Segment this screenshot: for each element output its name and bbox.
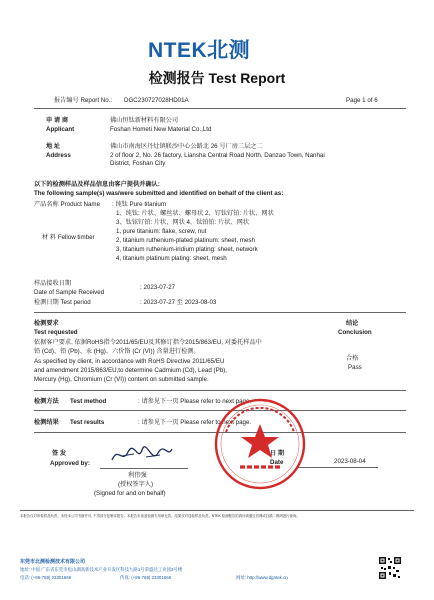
signer-role-en: (Signed for and on behalf) <box>94 490 166 497</box>
approved-label-cn: 签 发 <box>52 450 67 457</box>
sample-en-line: 2, titanium ruthenium-plated platinum: sheet, mesh <box>116 237 255 244</box>
product-name-value: : 纯钛 Pure titanium <box>112 201 166 208</box>
test-period-label: 检测日期 Test period <box>34 299 91 306</box>
address-cn: 佛山市南海区丹灶镇联沙中心公路北 26 号厂房二层之二 <box>110 143 263 150</box>
material-label: 材 料 Fellow timber <box>42 234 95 241</box>
test-req-cn-line2: 铅 (Cd)、铅 (Pb)、汞 (Hg)、六价铬 (Cr (VI)) 含量进行检测。 <box>34 348 200 355</box>
conclusion-cn: 结论 <box>346 320 359 327</box>
signer-name: 利伟强 <box>128 472 147 479</box>
address-label-en: Address <box>46 152 71 159</box>
sample-intro-en: The following sample(s) was/were submitted and identified on behalf of the client as: <box>34 190 284 197</box>
signature-line <box>100 468 188 469</box>
test-req-en-line: and amendment 2015/863/EU,to determine Cadmium (Cd), Lead (Pb), <box>34 367 227 374</box>
page-title: 检测报告 Test Report <box>148 70 286 86</box>
address-en-line2: District, Foshan City <box>110 160 166 167</box>
received-label-en: Date of Sample Received <box>34 289 105 296</box>
received-value: : 2023-07-27 <box>140 284 176 291</box>
address-label-cn: 地 址 <box>46 143 61 150</box>
divider <box>34 312 406 313</box>
report-no-value: DGC230727028HD01A <box>124 97 189 104</box>
footer-disclaimer: 本报告仅对所检样品负责。未经本公司书面许可, 不得部分复制本报告。本报告未加盖检测专用章无效。结果仅对送检样品负责。NTEK 检测报告的真伪请通过官网或扫描二维码进行查询。 <box>20 514 300 518</box>
date-label-en: Date <box>270 459 284 466</box>
signature <box>108 444 176 466</box>
footer-phone: 电话: (+86-769) 23301666 <box>20 575 72 580</box>
test-req-en-line: As specified by client, in accordance with RoHS Directive 2011/65/EU <box>34 358 225 365</box>
footer-company: 东莞市北测检测技术有限公司 <box>20 559 86 565</box>
footer-fax: 传真: (+86-769) 23301666 <box>120 575 172 580</box>
approval-date: 2023-08-04 <box>334 458 366 465</box>
conclusion-result-cn: 合格 <box>346 355 359 362</box>
test-results-value: : 请参见下一页 Please refer to next page. <box>138 419 252 426</box>
sample-cn-line: 1、纯钛: 片状、螺丝状、螺母状 2、钌钛钌铂: 片状、网状 <box>116 210 274 217</box>
qr-code-icon <box>378 556 402 580</box>
conclusion-result-en: Pass <box>348 364 362 371</box>
test-requested-en: Test requested <box>34 329 78 336</box>
sample-en-line: 4, titanium platinum plating: sheet, mesh <box>116 255 227 262</box>
test-results-label-cn: 检测结果 <box>34 419 59 426</box>
conclusion-en: Conclusion <box>338 329 372 336</box>
test-results-label-en: Test results <box>70 419 105 426</box>
divider <box>34 390 406 391</box>
sample-cn-line: 3、钛铱钌铂: 片状、网状 4、钛铂铂: 片状、网状 <box>116 219 250 226</box>
product-name-label: 产品名称 Product Name <box>34 201 101 208</box>
applicant-name-cn: 佛山恒钛新材料有限公司 <box>110 117 179 124</box>
approved-label-en: Approved by: <box>50 460 90 467</box>
test-period-value: : 2023-07-27 至 2023-08-03 <box>140 299 217 306</box>
sample-intro-cn: 以下的检测样品及样品信息由客户提供并确认: <box>34 181 160 188</box>
ntek-logo: NTEK北测 <box>148 39 251 62</box>
footer-web: 网址: http://www.dgntek.cn <box>236 575 288 580</box>
report-no-label: 报告编号 Report No.: <box>54 97 113 104</box>
test-method-label-cn: 检测方法 <box>34 398 59 405</box>
address-en-line1: 2 of floor 2, No. 26 factory, Liansha Central Road North, Danzao Town, Nanhai <box>110 152 325 159</box>
divider <box>20 510 414 511</box>
divider <box>34 108 406 109</box>
official-seal <box>212 396 308 492</box>
test-req-cn-line1: 依据客户要求, 依据RoHS指令2011/65/EU及其修订指令2015/863/EU, 对委托样品中 <box>34 339 262 346</box>
footer-address: 地址: 中国 广东省东莞市松山湖高新技术产业开发区科技九路1号荣盛达工业园3号楼 <box>20 567 183 572</box>
test-requested-cn: 检测要求 <box>34 320 59 327</box>
applicant-label-en: Applicant <box>46 126 75 133</box>
received-label-cn: 样品接收日期 <box>34 280 72 287</box>
applicant-label-cn: 申 请 商 <box>46 117 69 124</box>
date-line <box>296 467 378 468</box>
date-label-cn: 日 期 <box>270 450 285 457</box>
sample-en-line: 3, titanium ruthenium-iridium plating: sheet, network <box>116 246 258 253</box>
test-method-label-en: Test method <box>70 398 107 405</box>
sample-en-line: 1, pure titanium: flake, screw, nut <box>116 228 207 235</box>
signer-role-cn: (授权签字人) <box>118 481 154 488</box>
page-number: Page 1 of 6 <box>346 97 378 104</box>
test-method-value: : 请参见下一页 Please refer to next page. <box>138 398 252 405</box>
test-req-en-line: Mercury (Hg), Chromium (Cr (VI)) content on submitted sample. <box>34 376 209 383</box>
applicant-name-en: Foshan Hometi New Material Co.,Ltd <box>110 126 212 133</box>
